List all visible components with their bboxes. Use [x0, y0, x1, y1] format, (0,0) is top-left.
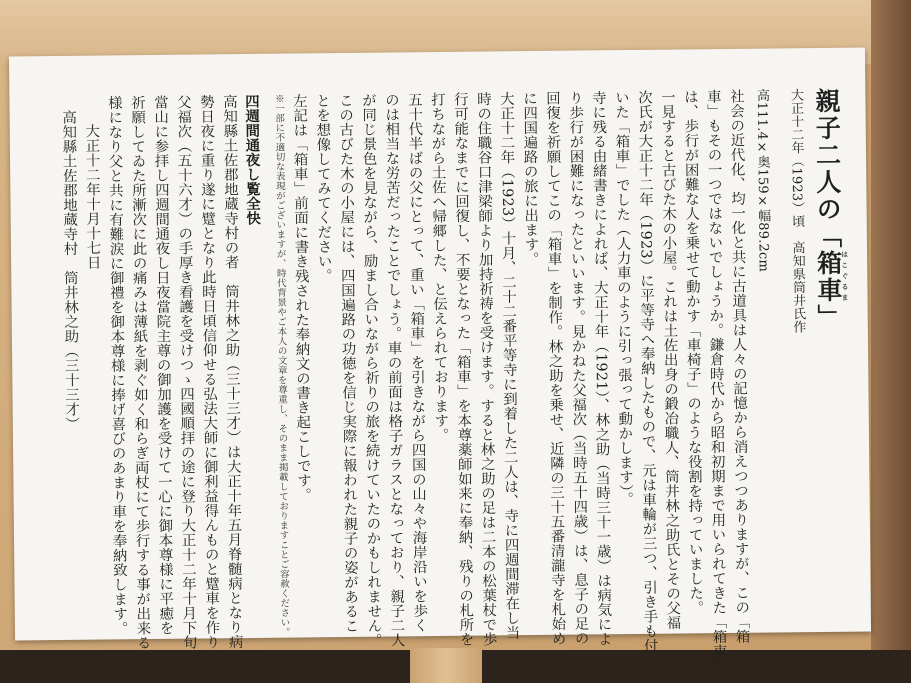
title-ruby: はこぐるま: [840, 249, 851, 304]
body-line: 寺に残る由緒書きによれば、大正十年（1921）、林之助（当時三十一歳）は病気によ: [589, 90, 612, 647]
body-line: 左記は「箱車」前面に書き残された奉納文の書き起こしです。: [290, 93, 312, 503]
notice-title: 親子二人の「箱車はこぐるま」: [811, 87, 851, 332]
signboard-post: [410, 648, 482, 683]
transcript-line: 父福次（五十六才）の手厚き看護を受けつゝ四國順拝の途に登り大正十二年十月下旬: [174, 94, 197, 650]
disclaimer-note: ※一部に不適切な表現がございますが、時代背景やご本人の文章を尊重し、そのまま掲載しておりますことご容赦ください。: [272, 93, 290, 637]
body-line: 時の住職谷口津梁師より加持祈祷を受けます。すると林之助の足は二本の松葉杖で歩: [474, 91, 497, 647]
transcript-title: 四週間通夜し覧全快: [242, 93, 262, 226]
body-line: 五十代半ばの父にとって、重い「箱車」を引きながら四国の山々や海岸沿いを歩く: [405, 92, 428, 633]
notice-paper: [9, 48, 871, 674]
body-line: のは相当な労苦だったことでしょう。車の前面は格子ガラスとなっており、親子二人: [382, 92, 405, 648]
body-line: に四国遍路の旅に出ます。: [520, 90, 539, 267]
transcript-line: 様になり父と共に有難涙に御禮を御本尊様に捧げ喜びのあまり車を奉納致します。: [105, 95, 128, 636]
body-line: とを想像してみてください。: [313, 93, 332, 284]
transcript-line: 當山に参拝し四週間通夜し日夜當院主尊の御加護を受けて一心に御本尊様に平癒を: [151, 94, 174, 636]
transcript-line: 祈願してゐた所漸次に此の痛みは薄紙を剥ぐ如く和らぎ両杖にて歩行する事が出来る: [128, 95, 151, 651]
body-line: 回復を祈願してこの「箱車」を制作。林之助を乗せ、近隣の三十五番清瀧寺を札始め: [543, 90, 566, 646]
transcript-line: 勢日夜に重り遂に躄となり此時日頃信仰せる弘法大師に御利益得んものと躄車を作り: [197, 94, 220, 650]
body-line: は、歩行が困難な人を乗せて動かす「車椅子」のような役割を持っていました。: [681, 89, 704, 616]
body-line: 車」もその一つではないでしょうか。鎌倉時代から昭和初期まで用いられてきた「箱車」: [704, 89, 727, 674]
transcript-signature: 高知縣土佐郡地蔵寺村 筒井林之助（三十三才）: [60, 109, 80, 432]
artifact-date-maker: 大正十二年（1923）頃 高知県筒井氏作: [787, 88, 806, 334]
body-line: この古びた木の小屋には、四国遍路の功徳を信じ実際に報われた親子の姿があるこ: [336, 92, 359, 634]
vertical-text-body: [56, 87, 853, 674]
body-line: 大正十二年（1923）十月、二十二番平等寺に到着した二人は、寺に四週間滞在し当: [497, 91, 520, 640]
transcript-line: 高知縣土佐郡地蔵寺村の者 筒井林之助（三十三才）は大正十年五月脊髄病となり病: [220, 94, 243, 650]
body-line: り歩行が困難になったといいます。見かねた父福次（当時五十四歳）は、息子の足の: [566, 90, 589, 646]
body-line: 社会の近代化、均一化と共に古道具は人々の記憶から消えつつありますが、この「箱: [727, 88, 750, 644]
body-line: 次氏が大正十二年（1923）に平等寺へ奉納したもので、元は車輪が三つ、引き手も付: [635, 89, 658, 653]
transcript-date: 大正十二年十月十七日: [83, 123, 101, 270]
body-line: が同じ景色を見ながら、励まし合いながら祈りの旅を続けていたのかもしれません。: [359, 92, 382, 648]
artifact-dimensions: 高111.4×奥159×幅89.2cm: [753, 88, 771, 273]
body-line: 一見すると古びた木の小屋。これは土佐出身の鍛冶職人、筒井林之助氏とその父福: [658, 89, 681, 630]
body-line: いた「箱車」でした（人力車のように引っ張って動かします）。: [612, 90, 634, 507]
body-line: 行可能なまでに回復し、不要となった「箱車」を本尊薬師如来に奉納、残りの札所を: [451, 91, 474, 647]
signboard-side-frame: [871, 0, 911, 683]
body-line: 打ちながら土佐へ帰郷した、と伝えられております。: [428, 91, 449, 443]
